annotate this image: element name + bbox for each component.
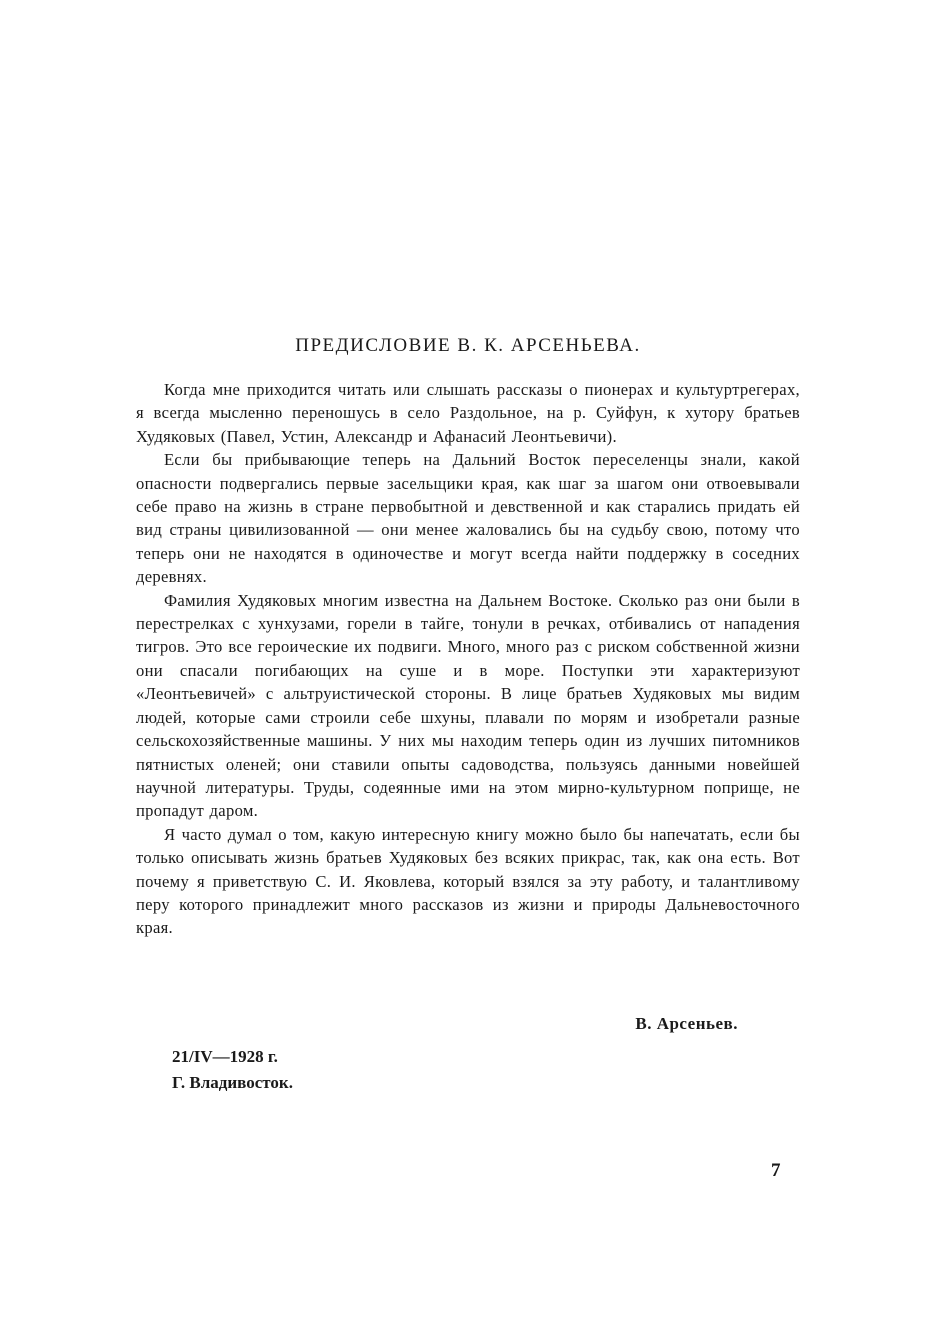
page-title: ПРЕДИСЛОВИЕ В. К. АРСЕНЬЕВА. (295, 335, 641, 356)
date-text: 21/IV—1928 г. (172, 1047, 278, 1066)
date-place-block (172, 1044, 293, 1096)
paragraph-3: Фамилия Худяковых многим известна на Дальнем Востоке. Сколько раз они были в перестрелках с хунхузами, горели в тайге, тонули в речках, отбивались от нападения тигров. Это все героические их подвиги. Много, много раз с риском собственной жизни они спасали погибающих на суше и в море. Поступки эти характеризуют «Леонтьевичей» с альтруистической стороны. В лице братьев Худяковых мы видим людей, которые сами строили себе шхуны, плавали по морям и изобретали разные сельскохозяйственные машины. У них мы находим теперь один из лучших питомников пятнистых оленей; они ставили опыты садоводства, пользуясь данными новейшей научной литературы. Труды, содеянные ими на этом мирно-культурном поприще, не пропадут даром. (136, 590, 800, 821)
paragraph-2: Если бы прибывающие теперь на Дальний Восток переселенцы знали, какой опасности подвергались первые засельщики края, как шаг за шагом они отвоевывали себе право на жизнь в стране первобытной и девственной и как старались придать ей вид страны цивилизованной — они менее жаловались бы на судьбу свою, потому что теперь они не находятся в одиночестве и могут всегда найти поддержку в соседних деревнях. (136, 450, 800, 587)
paragraph-4: Я часто думал о том, какую интересную книгу можно было бы напечатать, если бы только описывать жизнь братьев Худяковых без всяких прикрас, так, как она есть. Вот почему я приветствую С. И. Яковлева, который взялся за эту работу, и талантливому перу которого принадлежит много рассказов из жизни и природы Дальневосточного края. (136, 824, 800, 938)
place-text: Г. Владивосток. (172, 1073, 293, 1092)
page-number: 7 (771, 1160, 781, 1181)
author-signature: В. Арсеньев. (635, 1014, 738, 1033)
preface-body (136, 378, 800, 940)
paragraph-1: Когда мне приходится читать или слышать рассказы о пионерах и культуртрегерах, я всегда мысленно переношусь в село Раздольное, на р. Суйфун, к хутору братьев Худяковых (Павел, Устин, Александр и Афанасий Леонтьевичи). (136, 380, 800, 446)
